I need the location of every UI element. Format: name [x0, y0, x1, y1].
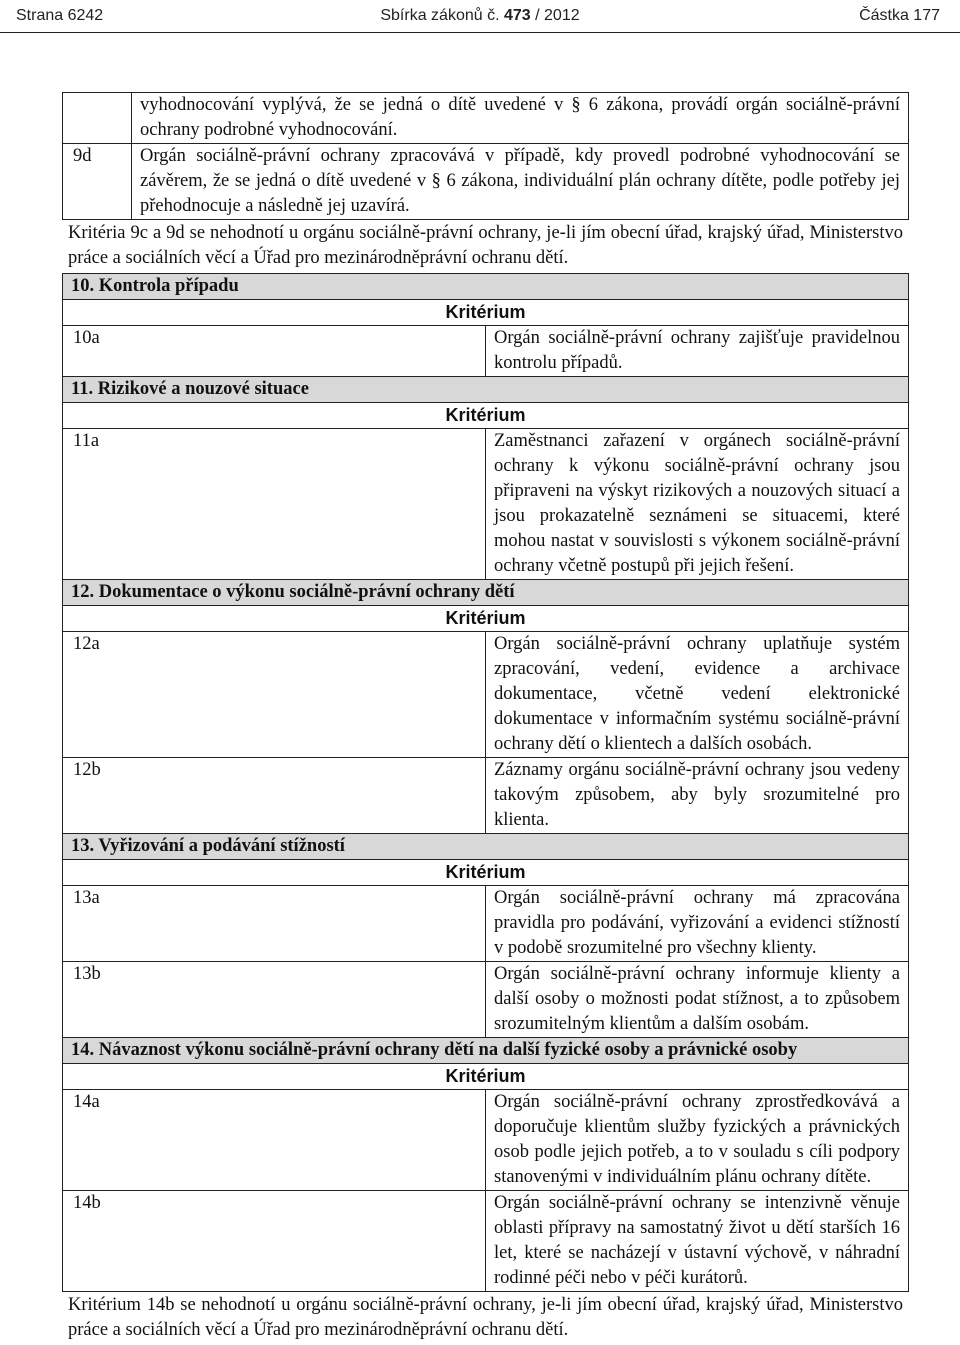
criterion-label: Kritérium — [63, 1064, 909, 1090]
criterion-id: 14a — [63, 1090, 486, 1191]
criterion-id: 13b — [63, 962, 486, 1038]
document-body — [62, 92, 909, 1345]
collection-prefix: Sbírka zákonů č. — [380, 7, 500, 24]
criterion-text: Orgán sociálně-právní ochrany zajišťuje pravidelnou kontrolu případů. — [486, 326, 909, 377]
section-header-row — [63, 377, 909, 403]
issue-part: Částka 177 — [859, 7, 940, 24]
criterion-label: Kritérium — [63, 606, 909, 632]
criterion-text: vyhodnocování vyplývá, že se jedná o dítě uvedené v § 6 zákona, provádí orgán sociálně-právní ochrany podrobné vyhodnocování. — [132, 93, 909, 144]
section-header-row — [63, 274, 909, 300]
table-row — [63, 429, 909, 580]
criterion-label-row — [63, 403, 909, 429]
criterion-text: Orgán sociálně-právní ochrany zprostředkovává a doporučuje klientům služby fyzických a právnických osob podle jejich potřeb, a to v souladu s cíli podpory stanovenými v individuálním plánu ochrany dítěte. — [486, 1090, 909, 1191]
collection-title — [0, 7, 960, 25]
criterion-text: Orgán sociálně-právní ochrany má zpracována pravidla pro podávání, vyřizování a evidenci stížností v podobě srozumitelné pro všechny klienty. — [486, 886, 909, 962]
section-header-row — [63, 1038, 909, 1064]
table-row — [63, 144, 909, 220]
section-title: 13. Vyřizování a podávání stížností — [63, 834, 909, 860]
criterion-label-row — [63, 860, 909, 886]
criterion-id: 14b — [63, 1191, 486, 1292]
criterion-id: 9d — [63, 144, 132, 220]
section-header-row — [63, 834, 909, 860]
criterion-label-row — [63, 1064, 909, 1090]
page-header — [0, 0, 960, 33]
table-row — [63, 93, 909, 144]
criterion-id — [63, 93, 132, 144]
criterion-text: Orgán sociálně-právní ochrany zpracovává v případě, kdy provedl podrobné vyhodnocování se závěrem, že se jedná o dítě uvedené v § 6 zákona, individuální plán ochrany dítěte, podle potřeby jej přehodnocuje a následně jej uzavírá. — [132, 144, 909, 220]
criterion-label-row — [63, 300, 909, 326]
note-criterion-14b: Kritérium 14b se nehodnotí u orgánu sociálně-právní ochrany, je-li jím obecní úřad, krajský úřad, Ministerstvo práce a sociálních věcí a Úřad pro mezinárodněprávní ochranu dětí. — [68, 1295, 903, 1340]
criterion-text: Záznamy orgánu sociálně-právní ochrany jsou vedeny takovým způsobem, aby byly srozumitelné pro klienta. — [486, 758, 909, 834]
table-row — [63, 1191, 909, 1292]
table-row — [63, 1090, 909, 1191]
table-row — [63, 326, 909, 377]
section-title: 14. Návaznost výkonu sociálně-právní ochrany dětí na další fyzické osoby a právnické osoby — [63, 1038, 909, 1064]
table-row — [63, 758, 909, 834]
criterion-id: 12b — [63, 758, 486, 834]
criterion-label: Kritérium — [63, 300, 909, 326]
collection-year: / 2012 — [535, 7, 580, 24]
criterion-text: Orgán sociálně-právní ochrany informuje klienty a další osoby o možnosti podat stížnost, a to způsobem srozumitelným klientům a dalším osobám. — [486, 962, 909, 1038]
section-title: 10. Kontrola případu — [63, 274, 909, 300]
criterion-id: 10a — [63, 326, 486, 377]
criterion-label: Kritérium — [63, 403, 909, 429]
criterion-label-row — [63, 606, 909, 632]
page-number: Strana 6242 — [16, 7, 104, 24]
criterion-text: Orgán sociálně-právní ochrany uplatňuje systém zpracování, vedení, evidence a archivace dokumentace, včetně vedení elektronické dokumentace v informačním systému sociálně-právní ochrany dětí o klientech a dalších osobách. — [486, 632, 909, 758]
section-header-row — [63, 580, 909, 606]
criterion-id: 11a — [63, 429, 486, 580]
table-row — [63, 962, 909, 1038]
table-row — [63, 632, 909, 758]
criteria-table-top — [62, 92, 909, 220]
table-row — [63, 886, 909, 962]
section-title: 12. Dokumentace o výkonu sociálně-právní ochrany dětí — [63, 580, 909, 606]
criterion-id: 13a — [63, 886, 486, 962]
criterion-id: 12a — [63, 632, 486, 758]
criterion-text: Zaměstnanci zařazení v orgánech sociálně-právní ochrany k výkonu sociálně-právní ochrany jsou připraveni na výskyt rizikových a nouzových situací a jsou prokazatelně seznámeni se situacemi, které mohou nastat v souvislosti s výkonem sociálně-právní ochrany včetně postupů při jejich řešení. — [486, 429, 909, 580]
note-criteria-9: Kritéria 9c a 9d se nehodnotí u orgánu sociálně-právní ochrany, je-li jím obecní úřad, krajský úřad, Ministerstvo práce a sociálních věcí a Úřad pro mezinárodněprávní ochranu dětí. — [68, 223, 903, 268]
section-title: 11. Rizikové a nouzové situace — [63, 377, 909, 403]
criteria-table-main — [62, 273, 909, 1292]
criterion-label: Kritérium — [63, 860, 909, 886]
criterion-text: Orgán sociálně-právní ochrany se intenzivně věnuje oblasti přípravy na samostatný život u dětí starších 16 let, které se nacházejí v ústavní výchově, v náhradní rodinné péči nebo v péči kurátorů. — [486, 1191, 909, 1292]
law-number: 473 — [503, 7, 531, 24]
